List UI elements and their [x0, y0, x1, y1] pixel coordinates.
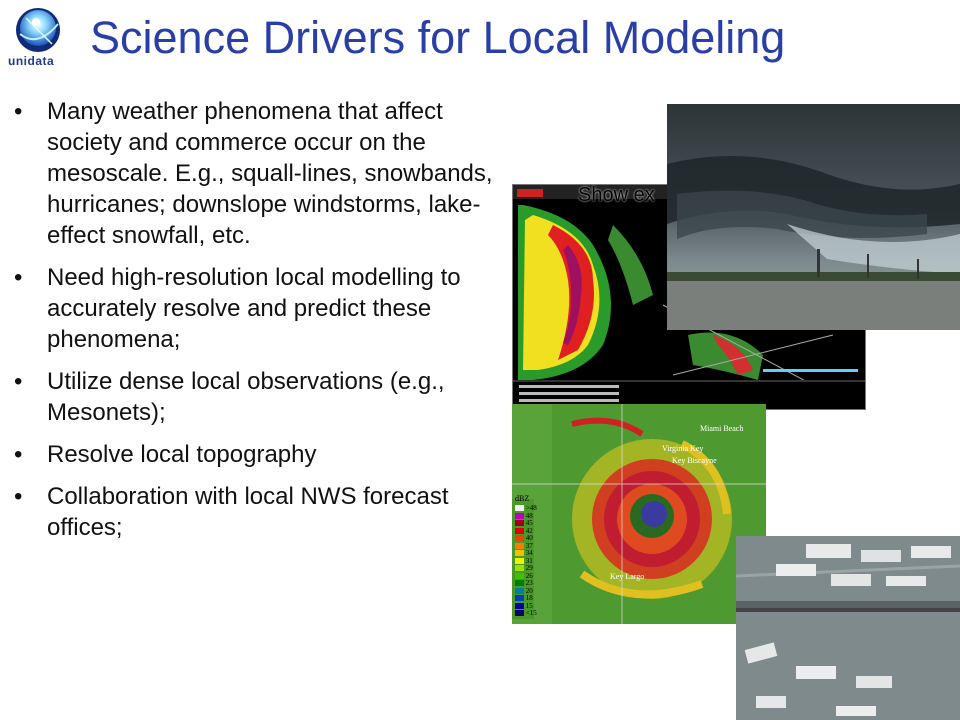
bullet-text: Many weather phenomena that affect society and commerce occur on the mesoscale. E.g., squall-lines, snowbands, hurricanes; downslope windstorms, lake-effect snowfall, etc.	[47, 98, 493, 249]
radar-legend-entry: 40	[515, 535, 549, 543]
bullet-list	[12, 96, 512, 554]
logo-text: unidata	[8, 54, 55, 68]
radar-legend-entry: 20	[515, 588, 549, 596]
place-label: Miami Beach	[700, 424, 744, 433]
radar-legend-entry: 29	[515, 565, 549, 573]
overlay-caption: Show ex	[578, 184, 655, 206]
unidata-logo	[6, 4, 70, 74]
radar-legend-entry: 31	[515, 558, 549, 566]
radar-legend-entry: 15	[515, 603, 549, 611]
radar-legend-entry: 18	[515, 595, 549, 603]
bullet-marker: •	[14, 483, 23, 510]
radar-legend-entry: 45	[515, 520, 549, 528]
bullet-item	[12, 481, 512, 543]
bullet-text: Resolve local topography	[47, 441, 317, 468]
radar-legend-unit: dBZ	[515, 494, 530, 503]
bullet-marker: •	[14, 264, 23, 291]
bullet-marker: •	[14, 441, 23, 468]
bullet-item	[12, 366, 512, 428]
bullet-marker: •	[14, 368, 23, 395]
radar-legend-entry: 42	[515, 528, 549, 536]
radar-legend-entry: <15	[515, 610, 549, 618]
bullet-text: Collaboration with local NWS forecast offices;	[47, 483, 449, 541]
place-label: Virginia Key	[662, 444, 704, 453]
bullet-item	[12, 96, 512, 251]
radar-legend-entry: 37	[515, 543, 549, 551]
radar-legend-entry: 34	[515, 550, 549, 558]
place-label: Key Largo	[610, 572, 645, 581]
radar-legend	[515, 505, 549, 618]
slide-title: Science Drivers for Local Modeling	[90, 12, 786, 63]
radar-legend-entry: 23	[515, 580, 549, 588]
bullet-item	[12, 262, 512, 355]
bullet-text: Need high-resolution local modelling to accurately resolve and predict these phenomena;	[47, 264, 461, 353]
radar-legend-entry: 26	[515, 573, 549, 581]
bullet-text: Utilize dense local observations (e.g., Mesonets);	[47, 368, 445, 426]
bullet-marker: •	[14, 98, 23, 125]
bullet-item	[12, 439, 512, 470]
radar-legend-entry: 48	[515, 513, 549, 521]
supercell-storm-photo	[667, 104, 960, 330]
radar-legend-entry: >48	[515, 505, 549, 513]
place-label: Key Biscayne	[672, 456, 717, 465]
hurricane-radar-image	[512, 404, 766, 624]
flooded-trucks-photo	[736, 536, 960, 720]
